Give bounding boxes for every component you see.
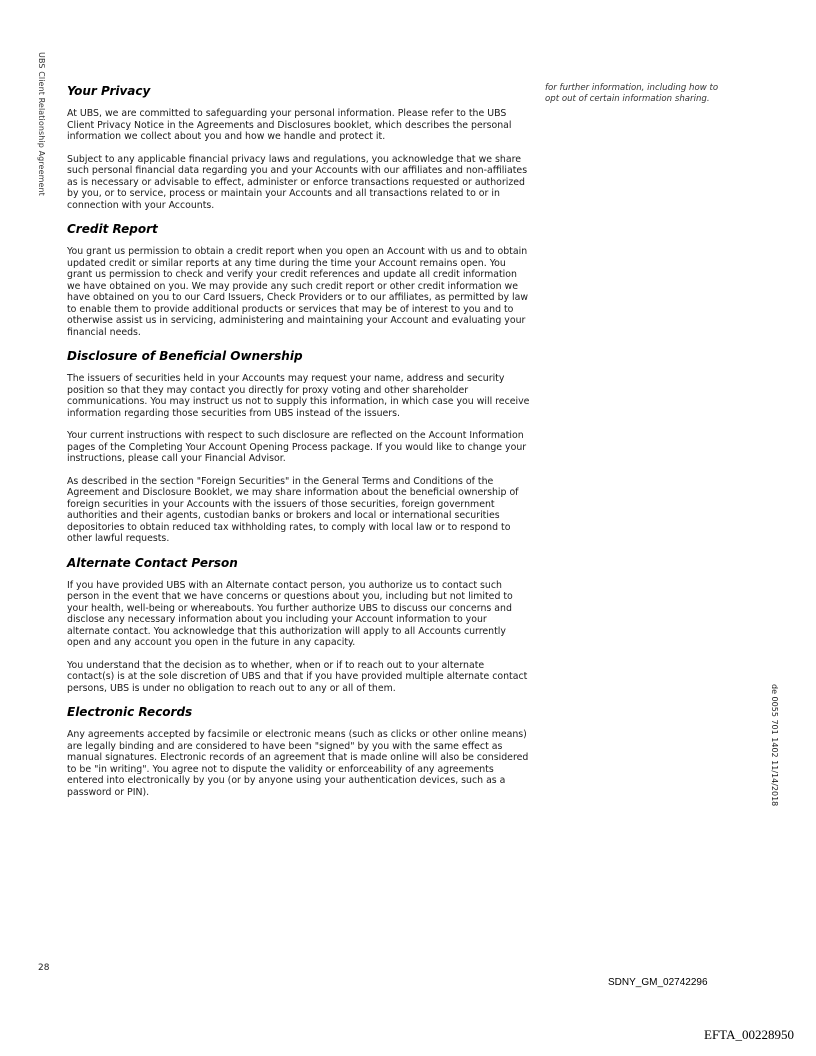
bates-number: SDNY_GM_02742296 [608,977,708,988]
paragraph: The issuers of securities held in your Accounts may request your name, address and security position so that they may contact you directly for proxy voting and other shareholder communications. You may instruct us not to supply this information, in which case you will receive information regarding those securities from UBS instead of the issuers. [67,373,530,419]
section-beneficial-ownership [67,349,530,545]
page-number: 28 [38,963,50,973]
section-title: Disclosure of Beneficial Ownership [67,349,303,363]
paragraph: Any agreements accepted by facsimile or electronic means (such as clicks or other online means) are legally binding and are considered to have been "signed" by you with the same effect as manual signatures. Electronic records of an agreement that is made online will also be considered to be "in writing". You agree not to dispute the validity or enforceability of any agreements entered into electronically by you (or by anyone using your authentication devices, such as a password or PIN). [67,729,529,798]
section-title: Alternate Contact Person [67,555,238,570]
paragraph: Subject to any applicable financial privacy laws and regulations, you acknowledge that we share such personal financial data regarding you and your Accounts with our affiliates and non-affiliates as is necessary or advisable to effect, administer or enforce transactions requested or authorized by you, or to service, process or maintain your Accounts and all transactions related to or in connection with your Accounts. [67,153,528,211]
efta-number: EFTA_00228950 [704,1027,794,1042]
section-credit-report [67,222,530,338]
section-title: Electronic Records [67,705,193,719]
section-alternate-contact [67,556,530,695]
main-text-column [67,84,530,809]
margin-note: for further information, including how to opt out of certain information sharing. [545,83,719,104]
paragraph: As described in the section "Foreign Securities" in the General Terms and Conditions of the Agreement and Disclosure Booklet, we may share information about the beneficial ownership of foreign securities in your Accounts with the issuers of those securities, foreign government authorities and their agents, custodian banks or brokers and local or international securities depositories to obtain reduced tax withholding rates, to comply with local law or to respond to other lawful requests. [67,475,519,544]
paragraph: If you have provided UBS with an Alternate contact person, you authorize us to contact such person in the event that we have concerns or questions about you, including but not limited to your health, well-being or whereabouts. You further authorize UBS to discuss our concerns and disclose any necessary information about you including your Account information to your alternate contact. You acknowledge that this authorization will apply to all Accounts currently open and any account you open in the future in any capacity. [67,579,513,648]
section-your-privacy [67,84,530,211]
document-side-label: UBS Client Relationship Agreement [37,52,46,196]
section-title: Credit Report [67,222,158,236]
paragraph: Your current instructions with respect to such disclosure are reflected on the Account Information pages of the Completing Your Account Opening Process package. If you would like to change your instructions, please call your Financial Advisor. [67,430,527,464]
paragraph: You understand that the decision as to whether, when or if to reach out to your alternate contact(s) is at the sole discretion of UBS and that if you have provided multiple alternate contact persons, UBS is under no obligation to reach out to any or all of them. [67,659,528,694]
document-code: de 0055 701 1402 11/14/2018 [770,684,779,807]
paragraph: You grant us permission to obtain a credit report when you open an Account with us and to obtain updated credit or similar reports at any time during the time your Account remains open. You grant us permission to check and verify your credit references and update all credit information we have obtained on you. We may provide any such credit report or other credit information we have obtained on you to our Card Issuers, Check Providers or to our affiliates, as permitted by law to enable them to provide additional products or services that may be of interest to you and to otherwise assist us in servicing, administering and maintaining your Account and evaluating your financial needs. [67,246,529,338]
section-electronic-records [67,705,530,798]
section-title: Your Privacy [67,84,151,98]
paragraph: At UBS, we are committed to safeguarding your personal information. Please refer to the UBS Client Privacy Notice in the Agreements and Disclosures booklet, which describes the personal information we collect about you and how we handle and protect it. [67,108,512,142]
